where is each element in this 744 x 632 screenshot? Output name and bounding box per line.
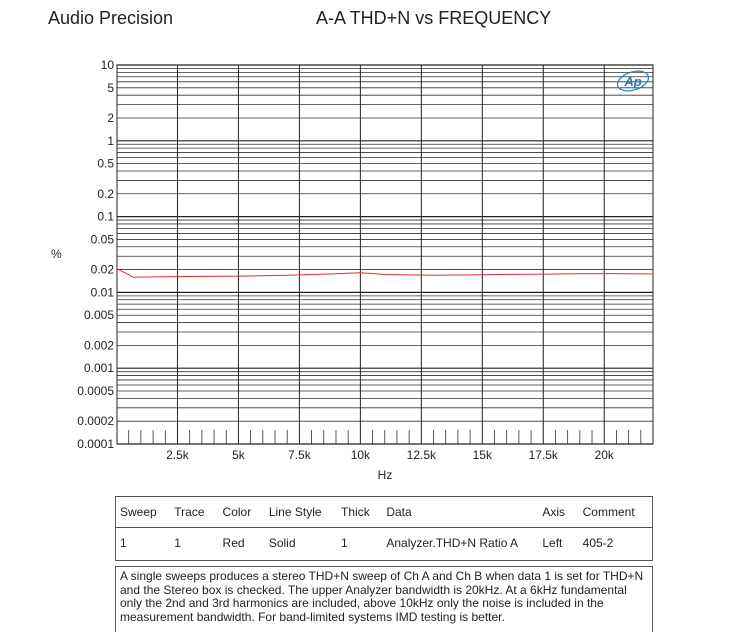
legend-header-cell: Comment [583, 497, 652, 528]
y-tick-label: 0.002 [83, 338, 114, 353]
y-tick-label: 0.05 [90, 232, 114, 247]
legend-cell: Red [222, 536, 245, 550]
y-axis-tick-labels [77, 58, 114, 451]
y-tick-label: 0.2 [97, 186, 114, 201]
legend-cell: 405-2 [582, 536, 614, 550]
legend-header-cell: Trace [174, 497, 222, 528]
legend-cell: 1 [174, 536, 181, 550]
y-tick-label: 0.02 [90, 262, 114, 277]
major-grid [117, 65, 653, 444]
x-tick-label: 20k [594, 448, 614, 462]
y-tick-label: 0.005 [83, 308, 114, 323]
legend-header-cell: Line Style [269, 497, 341, 528]
y-tick-label: 10 [100, 58, 114, 72]
legend-cell: Solid [268, 536, 296, 550]
series-line-thd-n [117, 269, 653, 278]
x-tick-label: 15k [472, 448, 492, 462]
y-tick-label: 0.5 [97, 156, 114, 171]
y-tick-label: 0.0005 [77, 384, 114, 399]
y-tick-label: 0.001 [83, 361, 114, 376]
x-tick-label: 17.5k [528, 448, 558, 462]
x-tick-label: 5k [232, 448, 245, 462]
y-tick-label: 0.0002 [77, 414, 114, 429]
legend-cell: 1 [120, 536, 127, 550]
plot-frame [117, 65, 653, 444]
measurement-note: A single sweeps produces a stereo THD+N sweep of Ch A and Ch B when data 1 is set for THD+N and the Stereo box is checked. The upper Analyzer bandwidth is 20kHz. At a 6kHz fundamental only the 2nd and 3rd harmonics are included, above 10kHz only the noise is included in the measurement bandwidth. For band-limited systems IMD testing is better. [115, 566, 653, 632]
ap-logo [615, 67, 651, 94]
x-tick-label: 12.5k [406, 448, 437, 462]
brand-name: Audio Precision [48, 8, 174, 28]
y-tick-label: 1 [107, 133, 114, 148]
x-axis-label: Hz [377, 468, 393, 482]
ap-logo-text: Ap [624, 74, 642, 89]
legend-cell: Analyzer.THD+N Ratio A [386, 536, 519, 550]
x-tick-label: 2.5k [166, 448, 189, 462]
legend-header-cell: Color [223, 497, 269, 528]
y-tick-label: 0.1 [97, 209, 114, 224]
legend-cell: Left [542, 536, 563, 550]
legend-cell: 1 [341, 536, 348, 550]
y-tick-label: 0.0001 [77, 437, 114, 451]
x-axis-tick-labels [166, 448, 615, 462]
x-tick-label: 7.5k [288, 448, 311, 462]
legend-header-cell: Axis [542, 497, 582, 528]
y-tick-label: 0.01 [90, 285, 114, 300]
data-series [117, 269, 653, 278]
chart-title: A-A THD+N vs FREQUENCY [316, 8, 552, 28]
trace-legend-table [115, 496, 653, 561]
y-axis-label: % [51, 247, 62, 261]
y-tick-label: 5 [107, 80, 114, 95]
y-tick-label: 2 [107, 110, 114, 125]
legend-header-cell: Data [386, 497, 542, 528]
x-tick-label: 10k [350, 448, 371, 462]
legend-header-cell: Sweep [116, 497, 174, 528]
legend-header-cell: Thick [341, 497, 386, 528]
x-minor-ticks [129, 430, 641, 444]
